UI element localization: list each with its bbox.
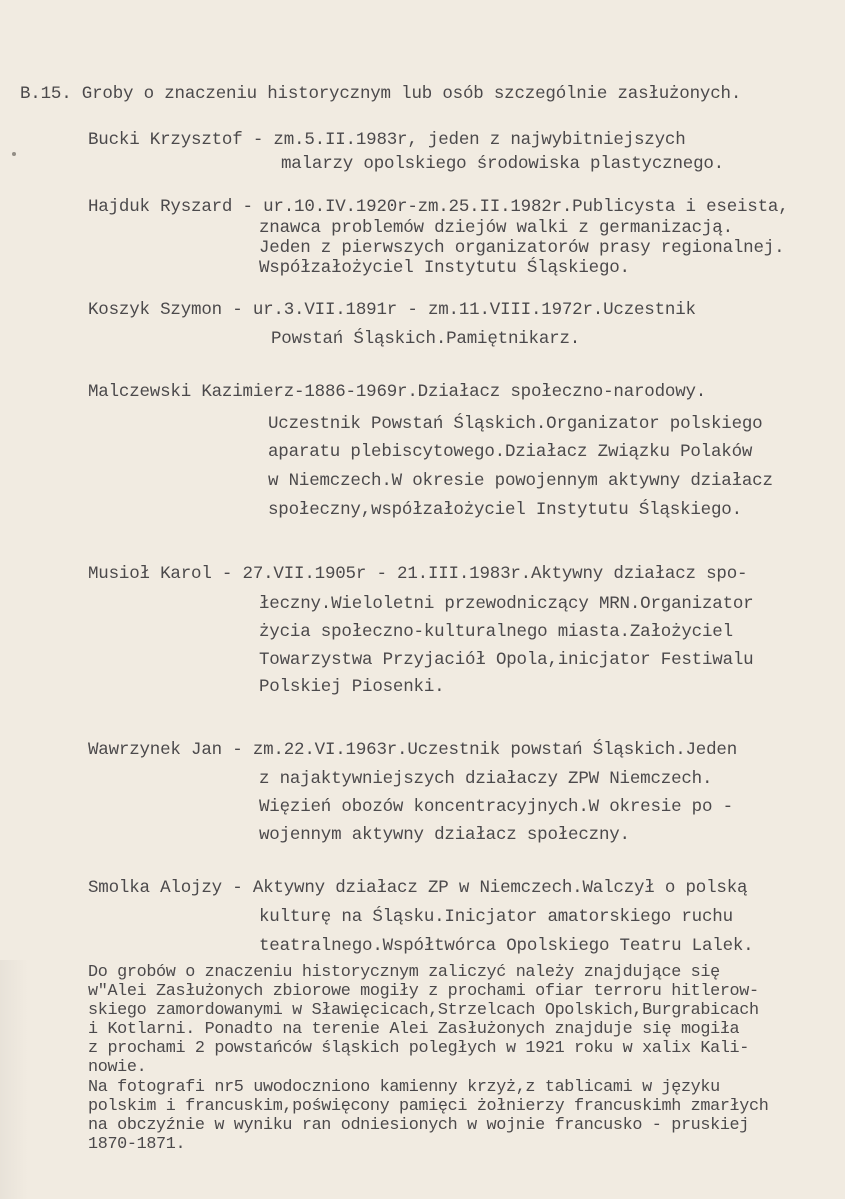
entry-wawrzynek-line-3: Więzień obozów koncentracyjnych.W okresie po - bbox=[259, 797, 733, 817]
paragraph2-line-4: 1870-1871. bbox=[88, 1135, 186, 1154]
entry-musiol-line-1: Musioł Karol - 27.VII.1905r - 21.III.1983r.Aktywny działacz spo- bbox=[88, 564, 748, 584]
entry-hajduk-line-2: znawca problemów dziejów walki z germanizacją. bbox=[259, 218, 733, 238]
entry-wawrzynek-line-1: Wawrzynek Jan - zm.22.VI.1963r.Uczestnik powstań Śląskich.Jeden bbox=[88, 740, 738, 760]
entry-malczewski-line-4: w Niemczech.W okresie powojennym aktywny działacz bbox=[268, 471, 773, 491]
entry-hajduk-line-4: Współzałożyciel Instytutu Śląskiego. bbox=[259, 258, 630, 278]
paragraph1-line-4: i Kotlarni. Ponadto na terenie Alei Zasłużonych znajduje się mogiła bbox=[88, 1020, 740, 1039]
paragraph1-line-2: w"Alei Zasłużonych zbiorowe mogiły z prochami ofiar terroru hitlerow- bbox=[88, 982, 759, 1001]
section-heading: B.15. Groby o znaczeniu historycznym lub osób szczególnie zasłużonych. bbox=[20, 84, 742, 104]
paragraph1-line-1: Do grobów o znaczeniu historycznym zaliczyć należy znajdujące się bbox=[88, 963, 720, 982]
entry-wawrzynek-line-4: wojennym aktywny działacz społeczny. bbox=[259, 825, 630, 845]
entry-musiol-line-2: łeczny.Wieloletni przewodniczący MRN.Organizator bbox=[259, 594, 754, 614]
paragraph1-line-3: skiego zamordowanymi w Sławięcicach,Strzelcach Opolskich,Burgrabicach bbox=[88, 1001, 759, 1020]
paragraph2-line-3: na obczyźnie w wyniku ran odniesionych w wojnie francusko - pruskiej bbox=[88, 1116, 749, 1135]
entry-malczewski-line-5: społeczny,współzałożyciel Instytutu Śląskiego. bbox=[268, 500, 742, 520]
entry-hajduk-line-1: Hajduk Ryszard - ur.10.IV.1920r-zm.25.II.1982r.Publicysta i eseista, bbox=[88, 197, 789, 217]
entry-koszyk-line-2: Powstań Śląskich.Pamiętnikarz. bbox=[271, 329, 581, 349]
paragraph1-line-5: z prochami 2 powstańców śląskich poległych w 1921 roku w xalix Kali- bbox=[88, 1039, 749, 1058]
entry-smolka-line-1: Smolka Alojzy - Aktywny działacz ZP w Niemczech.Walczył o polską bbox=[88, 878, 748, 898]
entry-bucki-line-1: Bucki Krzysztof - zm.5.II.1983r, jeden z najwybitniejszych bbox=[88, 130, 686, 150]
entry-musiol-line-3: życia społeczno-kulturalnego miasta.Założyciel bbox=[259, 622, 733, 642]
entry-smolka-line-3: teatralnego.Współtwórca Opolskiego Teatru Lalek. bbox=[259, 936, 754, 956]
entry-malczewski-line-1: Malczewski Kazimierz-1886-1969r.Działacz społeczno-narodowy. bbox=[88, 382, 707, 402]
entry-hajduk-line-3: Jeden z pierwszych organizatorów prasy regionalnej. bbox=[259, 238, 785, 258]
entry-malczewski-line-3: aparatu plebiscytowego.Działacz Związku Polaków bbox=[268, 442, 753, 462]
entry-koszyk-line-1: Koszyk Szymon - ur.3.VII.1891r - zm.11.VIII.1972r.Uczestnik bbox=[88, 300, 696, 320]
paragraph2-line-1: Na fotografi nr5 uwodoczniono kamienny krzyż,z tablicami w języku bbox=[88, 1078, 720, 1097]
entry-musiol-line-4: Towarzystwa Przyjaciół Opola,inicjator Festiwalu bbox=[259, 650, 754, 670]
entry-smolka-line-2: kulturę na Śląsku.Inicjator amatorskiego ruchu bbox=[259, 907, 733, 927]
entry-wawrzynek-line-2: z najaktywniejszych działaczy ZPW Niemczech. bbox=[259, 769, 713, 789]
ink-dot bbox=[12, 152, 16, 156]
paragraph2-line-2: polskim i francuskim,poświęcony pamięci żołnierzy francuskimh zmarłych bbox=[88, 1097, 769, 1116]
entry-malczewski-line-2: Uczestnik Powstań Śląskich.Organizator polskiego bbox=[268, 414, 763, 434]
paper-shadow bbox=[0, 960, 28, 1199]
entry-musiol-line-5: Polskiej Piosenki. bbox=[259, 677, 445, 697]
entry-bucki-line-2: malarzy opolskiego środowiska plastycznego. bbox=[281, 154, 724, 174]
paragraph1-line-6: nowie. bbox=[88, 1058, 147, 1077]
